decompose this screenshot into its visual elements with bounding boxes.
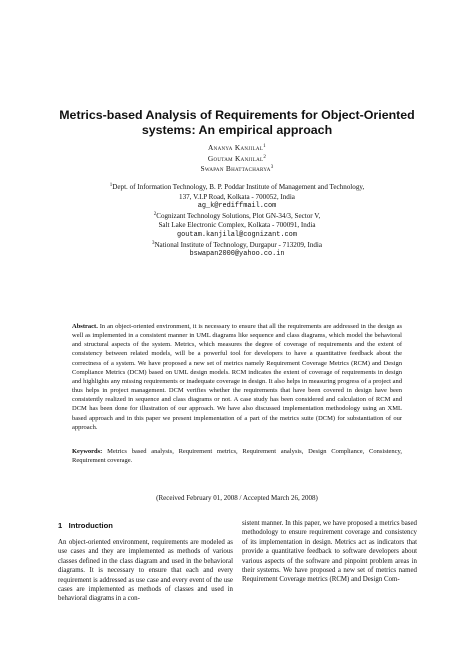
author-name: Swapan Bhattacharya: [200, 164, 271, 173]
affiliation-list: [40, 183, 434, 260]
keywords-label: Keywords:: [72, 448, 103, 455]
affiliation-line: 137, V.I.P Road, Kolkata - 700052, India: [179, 192, 295, 201]
received-date: (Received February 01, 2008 / Accepted March 26, 2008): [156, 494, 318, 502]
affiliation-mark: 1: [109, 183, 113, 188]
author: [0, 164, 474, 175]
author-affiliation-mark: 2: [263, 154, 267, 160]
affiliation-line: [40, 183, 434, 193]
affiliation-mark: 3: [151, 240, 155, 246]
author: [0, 143, 474, 154]
author: [0, 154, 474, 165]
affiliation-email: goutam.kanjilal@cognizant.com: [177, 230, 297, 239]
affiliation-email: bswapan2000@yahoo.co.in: [189, 250, 285, 259]
author-affiliation-mark: 1: [263, 144, 266, 149]
affiliation-text: Cognizant Technology Solutions, Plot GN-34/3, Sector V,: [156, 211, 321, 220]
section-heading: [58, 521, 113, 531]
section-number: 1: [58, 521, 63, 530]
author-affiliation-mark: 3: [270, 165, 274, 170]
author-name: Ananya Kanjilal: [208, 143, 264, 152]
keywords-text: Metrics based analysis, Requirement metrics, Requirement analysis, Design Compliance, Consistency, Requirement coverage.: [72, 448, 403, 465]
author-name: Goutam Kanjilal: [207, 153, 264, 163]
affiliation-text: Dept. of Information Technology, B. P. Poddar Institute of Management and Technology,: [112, 183, 365, 191]
abstract-text: In an object-oriented environment, it is necessary to ensure that all the requirements are addressed in the design as well as implemented in a consistent manner in UML diagrams like sequence and class diagrams, which model the behavioral and structural aspects of the system. Metrics, which measures the degree of coverage of requirements and the extent of consistency between related models, will be a powerful tool for developers to have a quantitative feedback about the correctness of a system. We have proposed a new set of metrics namely Requirement Coverage Metrics (RCM) and Design Compliance Metrics (DCM) based on UML design models. RCM indicates the extent of coverage of requirements in design and highlights any missing requirements or inadequate coverage in design. It also helps in measuring progress of a project and thus helps in project management. DCM verifies whether the requirements that have been covered in design have been consistently realized in sequence and class diagrams or not. A case study has been considered and calculation of RCM and DCM has been done for illustration of our approach. We have also discussed implementation methodology using an XML based approach and in this paper we present implementation of a part of the metrics suite (DCM) for substantiation of our approach.: [72, 323, 402, 431]
affiliation-line: [40, 212, 434, 222]
abstract: [72, 322, 402, 432]
affiliation-email: ag_k@rediffmail.com: [197, 202, 277, 211]
affiliation-line: [40, 241, 434, 251]
title-line: Metrics-based Analysis of Requirements for Object-Oriented: [59, 108, 415, 122]
keywords: [72, 447, 402, 465]
affiliation-line: Salt Lake Electronic Complex, Kolkata - 700091, India: [158, 221, 316, 230]
intro-column-left: An object-oriented environment, requirements are modeled as use cases and they are implemented as methods of various classes defined in the class diagram and used in the behavioral diagrams. It is necessary to ensure that each and every requirement is addressed as use case and every event of the use cases are implemented as methods of classes and used in behavioral diagrams in a con-: [58, 539, 233, 603]
abstract-label: Abstract.: [72, 323, 98, 330]
paper-title: [40, 108, 434, 138]
section-title: Introduction: [68, 521, 113, 530]
affiliation-mark: 2: [153, 211, 157, 217]
author-list: [0, 143, 474, 175]
title-line: systems: An empirical approach: [141, 123, 333, 137]
affiliation-text: National Institute of Technology, Durgapur - 713209, India: [154, 240, 323, 249]
intro-column-right: sistent manner. In this paper, we have proposed a metrics based methodology to ensure requirement coverage and consistency of its implementation in design. Metrics act as indicators that provide a quantitative feedback to software developers about various aspects of the software and pinpoint problem areas in their systems. We have proposed a new set of metrics named Requirement Coverage metrics (RCM) and Design Com-: [242, 520, 417, 584]
